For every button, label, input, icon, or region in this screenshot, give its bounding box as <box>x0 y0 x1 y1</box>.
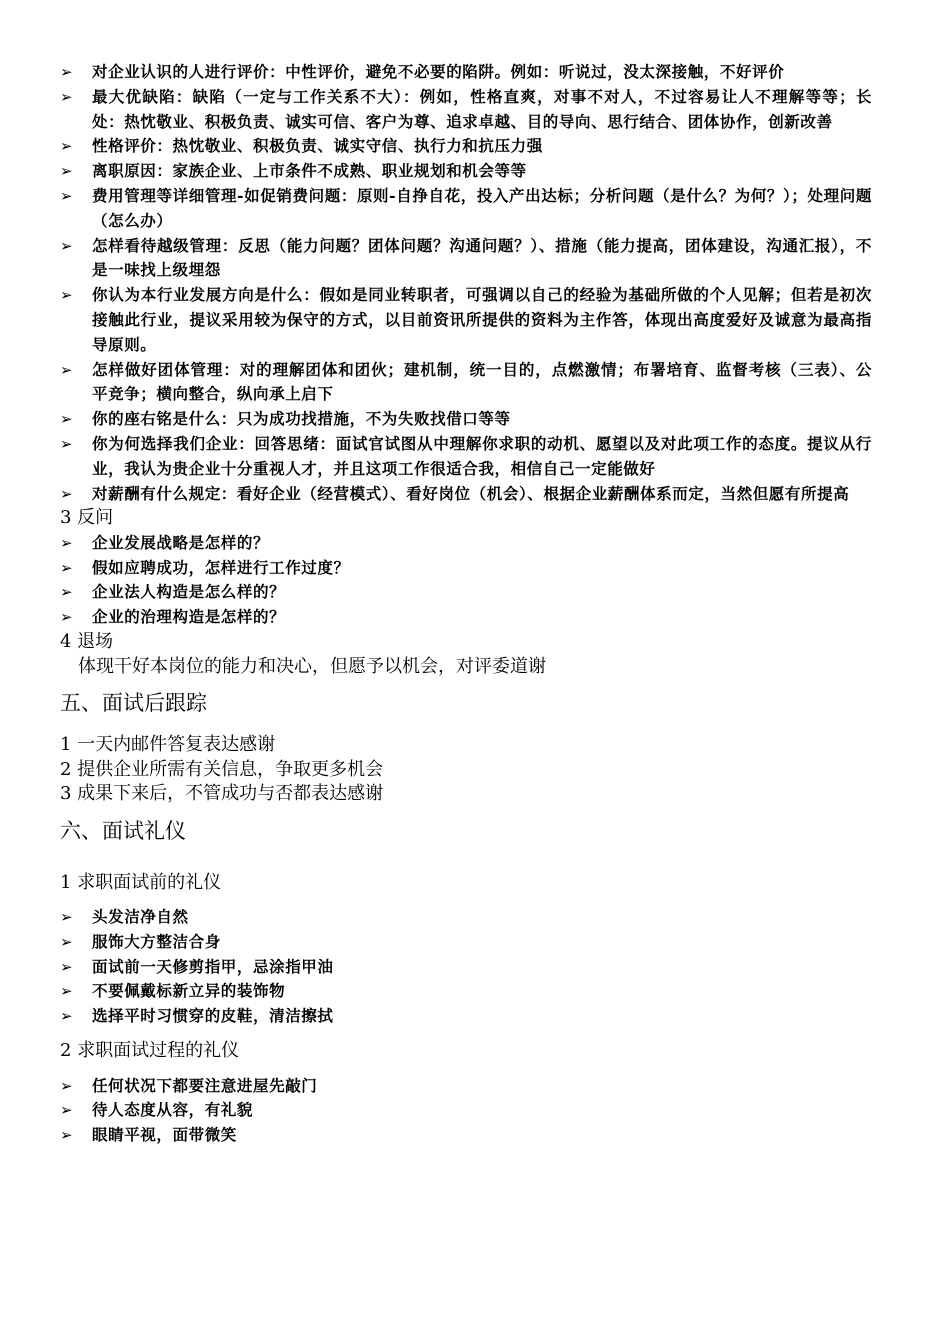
etiquette-before-title: 1 求职面试前的礼仪 <box>60 871 222 893</box>
list-item <box>60 979 872 1004</box>
section-6-heading: 六、面试礼仪 <box>60 818 186 843</box>
list-item <box>60 184 872 234</box>
arrow-bullet-icon: ➢ <box>60 1126 74 1145</box>
list-item <box>60 85 872 135</box>
list-item <box>60 159 872 184</box>
list-item-text: 企业发展战略是怎样的？ <box>92 532 270 552</box>
arrow-bullet-icon: ➢ <box>60 533 74 552</box>
arrow-bullet-icon: ➢ <box>60 558 74 577</box>
list-item-text: 任何状况下都要注意进屋先敲门 <box>92 1075 318 1095</box>
list-item <box>60 283 872 357</box>
arrow-bullet-icon: ➢ <box>60 360 74 379</box>
section-5-heading: 五、面试后跟踪 <box>60 691 207 716</box>
list-item-text: 眼睛平视，面带微笑 <box>92 1125 237 1145</box>
arrow-bullet-icon: ➢ <box>60 957 74 976</box>
list-item-text: 离职原因：家族企业、上市条件不成熟、职业规划和机会等等 <box>92 161 527 181</box>
list-item <box>60 358 872 408</box>
list-item <box>60 1004 872 1029</box>
list-item-text: 费用管理等详细管理-如促销费问题：原则-自挣自花，投入产出达标；分析问题（是什么？为何？）；处理问题（怎么办） <box>92 185 872 230</box>
arrow-bullet-icon: ➢ <box>60 186 74 205</box>
list-item <box>60 531 872 556</box>
etiquette-before-list <box>60 905 872 1029</box>
section-5-line-1: 1 一天内邮件答复表达感谢 <box>60 734 276 756</box>
list-item <box>60 1123 872 1148</box>
list-item-text: 面试前一天修剪指甲，忌涂指甲油 <box>92 956 334 976</box>
arrow-bullet-icon: ➢ <box>60 1076 74 1095</box>
list-item <box>60 905 872 930</box>
list-item-text: 假如应聘成功，怎样进行工作过度？ <box>92 557 350 577</box>
etiquette-during-title: 2 求职面试过程的礼仪 <box>60 1040 240 1062</box>
section-4-title: 4 退场 <box>60 631 114 653</box>
section-5-line-3: 3 成果下来后，不管成功与否都表达感谢 <box>60 783 384 805</box>
arrow-bullet-icon: ➢ <box>60 982 74 1001</box>
list-item <box>60 580 872 605</box>
list-item <box>60 432 872 482</box>
list-item-text: 对薪酬有什么规定：看好企业（经营模式）、看好岗位（机会）、根据企业薪酬体系而定，当然但愿有所提高 <box>92 483 850 503</box>
arrow-bullet-icon: ➢ <box>60 410 74 429</box>
list-item-text: 你为何选择我们企业：回答思绪：面试官试图从中理解你求职的动机、愿望以及对此项工作的态度。提议从行业，我认为贵企业十分重视人才，并且这项工作很适合我，相信自己一定能做好 <box>92 433 872 478</box>
list-item <box>60 556 872 581</box>
list-item <box>60 482 872 507</box>
list-item <box>60 134 872 159</box>
arrow-bullet-icon: ➢ <box>60 583 74 602</box>
list-item-text: 不要佩戴标新立异的装饰物 <box>92 981 286 1001</box>
arrow-bullet-icon: ➢ <box>60 484 74 503</box>
arrow-bullet-icon: ➢ <box>60 434 74 453</box>
interview-answers-list <box>60 60 872 506</box>
list-item <box>60 605 872 630</box>
list-item <box>60 234 872 284</box>
list-item <box>60 1074 872 1099</box>
section-3-title: 3 反问 <box>60 507 114 529</box>
counter-questions-list <box>60 531 872 630</box>
arrow-bullet-icon: ➢ <box>60 1101 74 1120</box>
list-item-text: 你认为本行业发展方向是什么：假如是同业转职者，可强调以自己的经验为基础所做的个人见解；但若是初次接触此行业，提议采用较为保守的方式，以目前资讯所提供的资料为主作答，体现出高度爱好及诚意为最高指导原则。 <box>92 285 872 354</box>
list-item <box>60 60 872 85</box>
list-item <box>60 407 872 432</box>
section-4-text: 体现干好本岗位的能力和决心，但愿予以机会，对评委道谢 <box>78 655 546 677</box>
list-item-text: 对企业认识的人进行评价：中性评价，避免不必要的陷阱。例如：听说过，没太深接触，不好评价 <box>92 62 785 81</box>
list-item-text: 服饰大方整洁合身 <box>92 931 221 951</box>
list-item-text: 你的座右铭是什么：只为成功找措施，不为失败找借口等等 <box>92 409 511 429</box>
arrow-bullet-icon: ➢ <box>60 162 74 181</box>
arrow-bullet-icon: ➢ <box>60 286 74 305</box>
list-item-text: 性格评价：热忱敬业、积极负责、诚实守信、执行力和抗压力强 <box>92 136 543 156</box>
list-item <box>60 1098 872 1123</box>
arrow-bullet-icon: ➢ <box>60 1007 74 1026</box>
list-item-text: 头发洁净自然 <box>92 907 189 927</box>
arrow-bullet-icon: ➢ <box>60 236 74 255</box>
arrow-bullet-icon: ➢ <box>60 932 74 951</box>
list-item-text: 待人态度从容，有礼貌 <box>92 1100 254 1120</box>
list-item-text: 最大优缺陷：缺陷（一定与工作关系不大）：例如，性格直爽，对事不对人，不过容易让人不理解等等；长处：热忱敬业、积极负责、诚实可信、客户为尊、追求卓越、目的导向、思行结合、团体协作，创新改善 <box>92 86 872 131</box>
arrow-bullet-icon: ➢ <box>60 908 74 927</box>
list-item-text: 怎样做好团体管理：对的理解团体和团伙；建机制，统一目的，点燃激情；布署培育、监督考核（三表）、公平竞争；横向整合，纵向承上启下 <box>92 359 872 404</box>
list-item <box>60 955 872 980</box>
list-item <box>60 930 872 955</box>
arrow-bullet-icon: ➢ <box>60 137 74 156</box>
arrow-bullet-icon: ➢ <box>60 608 74 627</box>
etiquette-during-list <box>60 1074 872 1148</box>
section-5-line-2: 2 提供企业所需有关信息，争取更多机会 <box>60 758 384 780</box>
list-item-text: 选择平时习惯穿的皮鞋，清洁擦拭 <box>92 1006 334 1026</box>
list-item-text: 企业法人构造是怎么样的？ <box>92 582 286 602</box>
list-item-text: 企业的治理构造是怎样的？ <box>92 607 286 627</box>
arrow-bullet-icon: ➢ <box>60 63 74 81</box>
arrow-bullet-icon: ➢ <box>60 87 74 106</box>
list-item-text: 怎样看待越级管理：反思（能力问题？团体问题？沟通问题？）、措施（能力提高，团体建设，沟通汇报），不是一味找上级埋怨 <box>92 235 872 280</box>
